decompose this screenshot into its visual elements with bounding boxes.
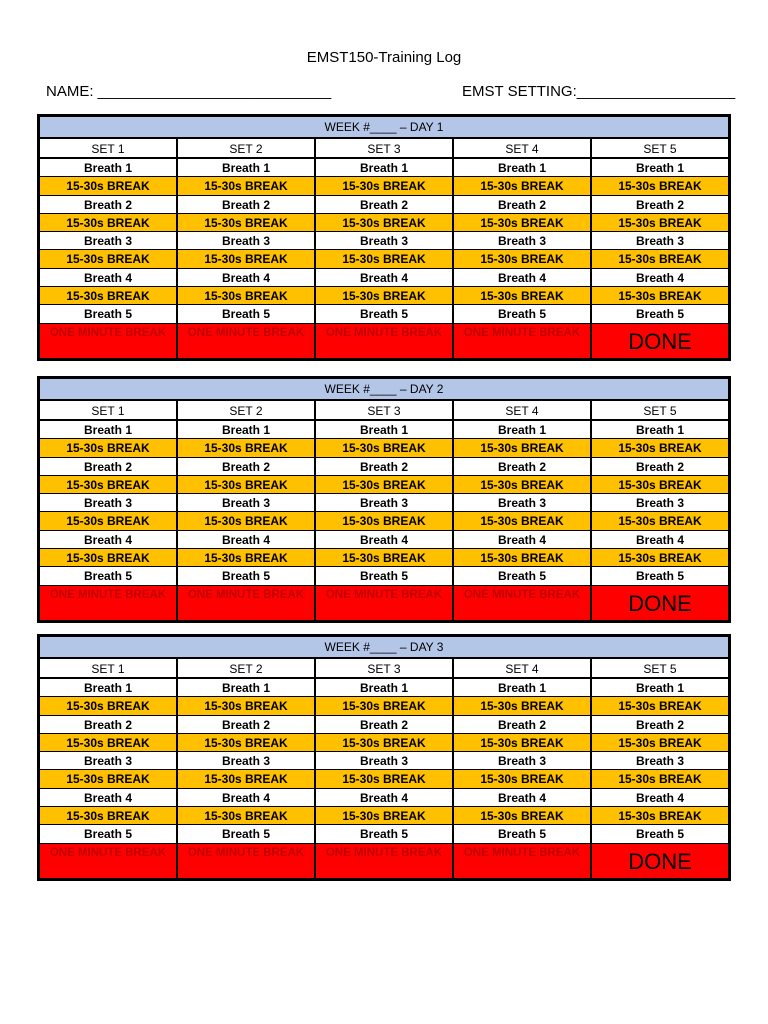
breath-cell: Breath 1	[40, 159, 176, 177]
short-break-cell: 15-30s BREAK	[592, 177, 728, 195]
breath-cell: Breath 4	[316, 531, 452, 549]
short-break-cell: 15-30s BREAK	[40, 177, 176, 195]
short-break-cell: 15-30s BREAK	[316, 697, 452, 715]
breath-cell: Breath 2	[178, 716, 314, 734]
breath-cell: Breath 1	[178, 679, 314, 697]
done-cell: DONE	[592, 586, 728, 620]
breath-cell: Breath 5	[40, 567, 176, 585]
set-column	[454, 659, 590, 878]
set-header: SET 3	[316, 139, 452, 159]
breath-cell: Breath 2	[178, 458, 314, 476]
short-break-cell: 15-30s BREAK	[592, 476, 728, 494]
short-break-cell: 15-30s BREAK	[178, 287, 314, 305]
set-column	[178, 659, 314, 878]
breath-cell: Breath 4	[316, 269, 452, 287]
short-break-cell: 15-30s BREAK	[454, 807, 590, 825]
breath-cell: Breath 3	[316, 232, 452, 250]
set-header: SET 3	[316, 659, 452, 679]
breath-cell: Breath 3	[316, 752, 452, 770]
breath-cell: Breath 5	[592, 567, 728, 585]
set-header: SET 4	[454, 139, 590, 159]
short-break-cell: 15-30s BREAK	[40, 439, 176, 457]
set-column	[454, 139, 590, 358]
breath-cell: Breath 5	[454, 305, 590, 323]
short-break-cell: 15-30s BREAK	[592, 807, 728, 825]
short-break-cell: 15-30s BREAK	[454, 439, 590, 457]
short-break-cell: 15-30s BREAK	[178, 177, 314, 195]
short-break-cell: 15-30s BREAK	[592, 770, 728, 788]
short-break-cell: 15-30s BREAK	[40, 287, 176, 305]
short-break-cell: 15-30s BREAK	[316, 512, 452, 530]
breath-cell: Breath 3	[40, 752, 176, 770]
set-header: SET 1	[40, 139, 176, 159]
minute-break-cell: ONE MINUTE BREAK	[40, 586, 176, 620]
breath-cell: Breath 5	[40, 305, 176, 323]
short-break-cell: 15-30s BREAK	[316, 439, 452, 457]
breath-cell: Breath 3	[40, 494, 176, 512]
breath-cell: Breath 1	[316, 679, 452, 697]
breath-cell: Breath 4	[40, 531, 176, 549]
short-break-cell: 15-30s BREAK	[316, 177, 452, 195]
set-column	[316, 139, 452, 358]
day-table	[37, 634, 731, 881]
set-header: SET 1	[40, 401, 176, 421]
emst-setting-field-label: EMST SETTING:___________________	[462, 83, 736, 100]
sets-grid	[40, 139, 728, 358]
breath-cell: Breath 5	[454, 567, 590, 585]
breath-cell: Breath 5	[454, 825, 590, 843]
short-break-cell: 15-30s BREAK	[454, 734, 590, 752]
short-break-cell: 15-30s BREAK	[316, 250, 452, 268]
breath-cell: Breath 1	[592, 421, 728, 439]
breath-cell: Breath 3	[454, 494, 590, 512]
set-header: SET 2	[178, 659, 314, 679]
set-header: SET 5	[592, 139, 728, 159]
breath-cell: Breath 1	[592, 159, 728, 177]
set-column	[316, 401, 452, 620]
breath-cell: Breath 4	[316, 789, 452, 807]
short-break-cell: 15-30s BREAK	[178, 476, 314, 494]
breath-cell: Breath 2	[316, 196, 452, 214]
breath-cell: Breath 4	[178, 269, 314, 287]
short-break-cell: 15-30s BREAK	[454, 177, 590, 195]
breath-cell: Breath 3	[454, 752, 590, 770]
set-column	[40, 401, 176, 620]
done-cell: DONE	[592, 844, 728, 878]
minute-break-cell: ONE MINUTE BREAK	[40, 844, 176, 878]
breath-cell: Breath 3	[454, 232, 590, 250]
breath-cell: Breath 2	[454, 716, 590, 734]
short-break-cell: 15-30s BREAK	[178, 214, 314, 232]
page-title: EMST150-Training Log	[306, 49, 462, 66]
short-break-cell: 15-30s BREAK	[592, 287, 728, 305]
breath-cell: Breath 4	[454, 789, 590, 807]
short-break-cell: 15-30s BREAK	[178, 734, 314, 752]
set-header: SET 4	[454, 659, 590, 679]
breath-cell: Breath 1	[454, 421, 590, 439]
short-break-cell: 15-30s BREAK	[178, 697, 314, 715]
short-break-cell: 15-30s BREAK	[316, 549, 452, 567]
short-break-cell: 15-30s BREAK	[178, 512, 314, 530]
set-column	[178, 401, 314, 620]
set-column	[592, 659, 728, 878]
set-header: SET 3	[316, 401, 452, 421]
day-table	[37, 376, 731, 623]
breath-cell: Breath 3	[178, 752, 314, 770]
week-day-header: WEEK #____ – DAY 2	[40, 379, 728, 401]
breath-cell: Breath 4	[454, 269, 590, 287]
minute-break-cell: ONE MINUTE BREAK	[178, 844, 314, 878]
short-break-cell: 15-30s BREAK	[316, 807, 452, 825]
breath-cell: Breath 4	[592, 269, 728, 287]
set-column	[178, 139, 314, 358]
breath-cell: Breath 4	[592, 789, 728, 807]
minute-break-cell: ONE MINUTE BREAK	[454, 844, 590, 878]
breath-cell: Breath 3	[178, 494, 314, 512]
short-break-cell: 15-30s BREAK	[178, 770, 314, 788]
breath-cell: Breath 5	[316, 567, 452, 585]
breath-cell: Breath 1	[316, 421, 452, 439]
breath-cell: Breath 1	[592, 679, 728, 697]
short-break-cell: 15-30s BREAK	[592, 697, 728, 715]
short-break-cell: 15-30s BREAK	[40, 250, 176, 268]
breath-cell: Breath 1	[178, 159, 314, 177]
set-header: SET 5	[592, 401, 728, 421]
short-break-cell: 15-30s BREAK	[454, 549, 590, 567]
breath-cell: Breath 2	[454, 458, 590, 476]
breath-cell: Breath 2	[592, 716, 728, 734]
breath-cell: Breath 3	[592, 232, 728, 250]
breath-cell: Breath 5	[316, 305, 452, 323]
breath-cell: Breath 5	[316, 825, 452, 843]
short-break-cell: 15-30s BREAK	[592, 512, 728, 530]
short-break-cell: 15-30s BREAK	[316, 770, 452, 788]
short-break-cell: 15-30s BREAK	[40, 512, 176, 530]
breath-cell: Breath 3	[178, 232, 314, 250]
breath-cell: Breath 4	[178, 531, 314, 549]
breath-cell: Breath 2	[40, 196, 176, 214]
breath-cell: Breath 4	[178, 789, 314, 807]
breath-cell: Breath 2	[316, 458, 452, 476]
minute-break-cell: ONE MINUTE BREAK	[316, 844, 452, 878]
short-break-cell: 15-30s BREAK	[40, 214, 176, 232]
short-break-cell: 15-30s BREAK	[40, 476, 176, 494]
minute-break-cell: ONE MINUTE BREAK	[454, 324, 590, 358]
breath-cell: Breath 2	[454, 196, 590, 214]
breath-cell: Breath 1	[178, 421, 314, 439]
breath-cell: Breath 2	[592, 196, 728, 214]
breath-cell: Breath 5	[178, 305, 314, 323]
set-column	[316, 659, 452, 878]
breath-cell: Breath 5	[592, 305, 728, 323]
breath-cell: Breath 4	[40, 269, 176, 287]
short-break-cell: 15-30s BREAK	[40, 549, 176, 567]
short-break-cell: 15-30s BREAK	[454, 697, 590, 715]
short-break-cell: 15-30s BREAK	[316, 214, 452, 232]
breath-cell: Breath 5	[592, 825, 728, 843]
short-break-cell: 15-30s BREAK	[454, 476, 590, 494]
breath-cell: Breath 1	[40, 679, 176, 697]
short-break-cell: 15-30s BREAK	[316, 476, 452, 494]
set-header: SET 4	[454, 401, 590, 421]
short-break-cell: 15-30s BREAK	[454, 512, 590, 530]
minute-break-cell: ONE MINUTE BREAK	[40, 324, 176, 358]
set-column	[454, 401, 590, 620]
name-field-label: NAME: ____________________________	[46, 83, 332, 100]
short-break-cell: 15-30s BREAK	[592, 250, 728, 268]
week-day-header: WEEK #____ – DAY 3	[40, 637, 728, 659]
breath-cell: Breath 1	[454, 679, 590, 697]
short-break-cell: 15-30s BREAK	[592, 214, 728, 232]
breath-cell: Breath 4	[40, 789, 176, 807]
breath-cell: Breath 2	[316, 716, 452, 734]
set-column	[40, 139, 176, 358]
short-break-cell: 15-30s BREAK	[178, 439, 314, 457]
breath-cell: Breath 5	[178, 567, 314, 585]
breath-cell: Breath 4	[592, 531, 728, 549]
short-break-cell: 15-30s BREAK	[454, 214, 590, 232]
short-break-cell: 15-30s BREAK	[316, 287, 452, 305]
day-table	[37, 114, 731, 361]
set-column	[592, 139, 728, 358]
short-break-cell: 15-30s BREAK	[316, 734, 452, 752]
breath-cell: Breath 3	[592, 752, 728, 770]
set-header: SET 5	[592, 659, 728, 679]
short-break-cell: 15-30s BREAK	[40, 697, 176, 715]
breath-cell: Breath 1	[316, 159, 452, 177]
breath-cell: Breath 2	[178, 196, 314, 214]
set-column	[40, 659, 176, 878]
short-break-cell: 15-30s BREAK	[178, 250, 314, 268]
set-header: SET 2	[178, 401, 314, 421]
short-break-cell: 15-30s BREAK	[454, 770, 590, 788]
short-break-cell: 15-30s BREAK	[178, 807, 314, 825]
breath-cell: Breath 2	[592, 458, 728, 476]
breath-cell: Breath 1	[454, 159, 590, 177]
breath-cell: Breath 5	[178, 825, 314, 843]
sets-grid	[40, 659, 728, 878]
breath-cell: Breath 5	[40, 825, 176, 843]
short-break-cell: 15-30s BREAK	[592, 439, 728, 457]
done-cell: DONE	[592, 324, 728, 358]
minute-break-cell: ONE MINUTE BREAK	[178, 324, 314, 358]
short-break-cell: 15-30s BREAK	[178, 549, 314, 567]
short-break-cell: 15-30s BREAK	[454, 250, 590, 268]
week-day-header: WEEK #____ – DAY 1	[40, 117, 728, 139]
minute-break-cell: ONE MINUTE BREAK	[454, 586, 590, 620]
breath-cell: Breath 2	[40, 716, 176, 734]
breath-cell: Breath 4	[454, 531, 590, 549]
minute-break-cell: ONE MINUTE BREAK	[316, 324, 452, 358]
breath-cell: Breath 3	[316, 494, 452, 512]
short-break-cell: 15-30s BREAK	[40, 734, 176, 752]
set-column	[592, 401, 728, 620]
breath-cell: Breath 3	[40, 232, 176, 250]
minute-break-cell: ONE MINUTE BREAK	[316, 586, 452, 620]
set-header: SET 1	[40, 659, 176, 679]
short-break-cell: 15-30s BREAK	[40, 770, 176, 788]
short-break-cell: 15-30s BREAK	[454, 287, 590, 305]
breath-cell: Breath 3	[592, 494, 728, 512]
breath-cell: Breath 1	[40, 421, 176, 439]
breath-cell: Breath 2	[40, 458, 176, 476]
sets-grid	[40, 401, 728, 620]
short-break-cell: 15-30s BREAK	[592, 734, 728, 752]
minute-break-cell: ONE MINUTE BREAK	[178, 586, 314, 620]
short-break-cell: 15-30s BREAK	[592, 549, 728, 567]
short-break-cell: 15-30s BREAK	[40, 807, 176, 825]
set-header: SET 2	[178, 139, 314, 159]
